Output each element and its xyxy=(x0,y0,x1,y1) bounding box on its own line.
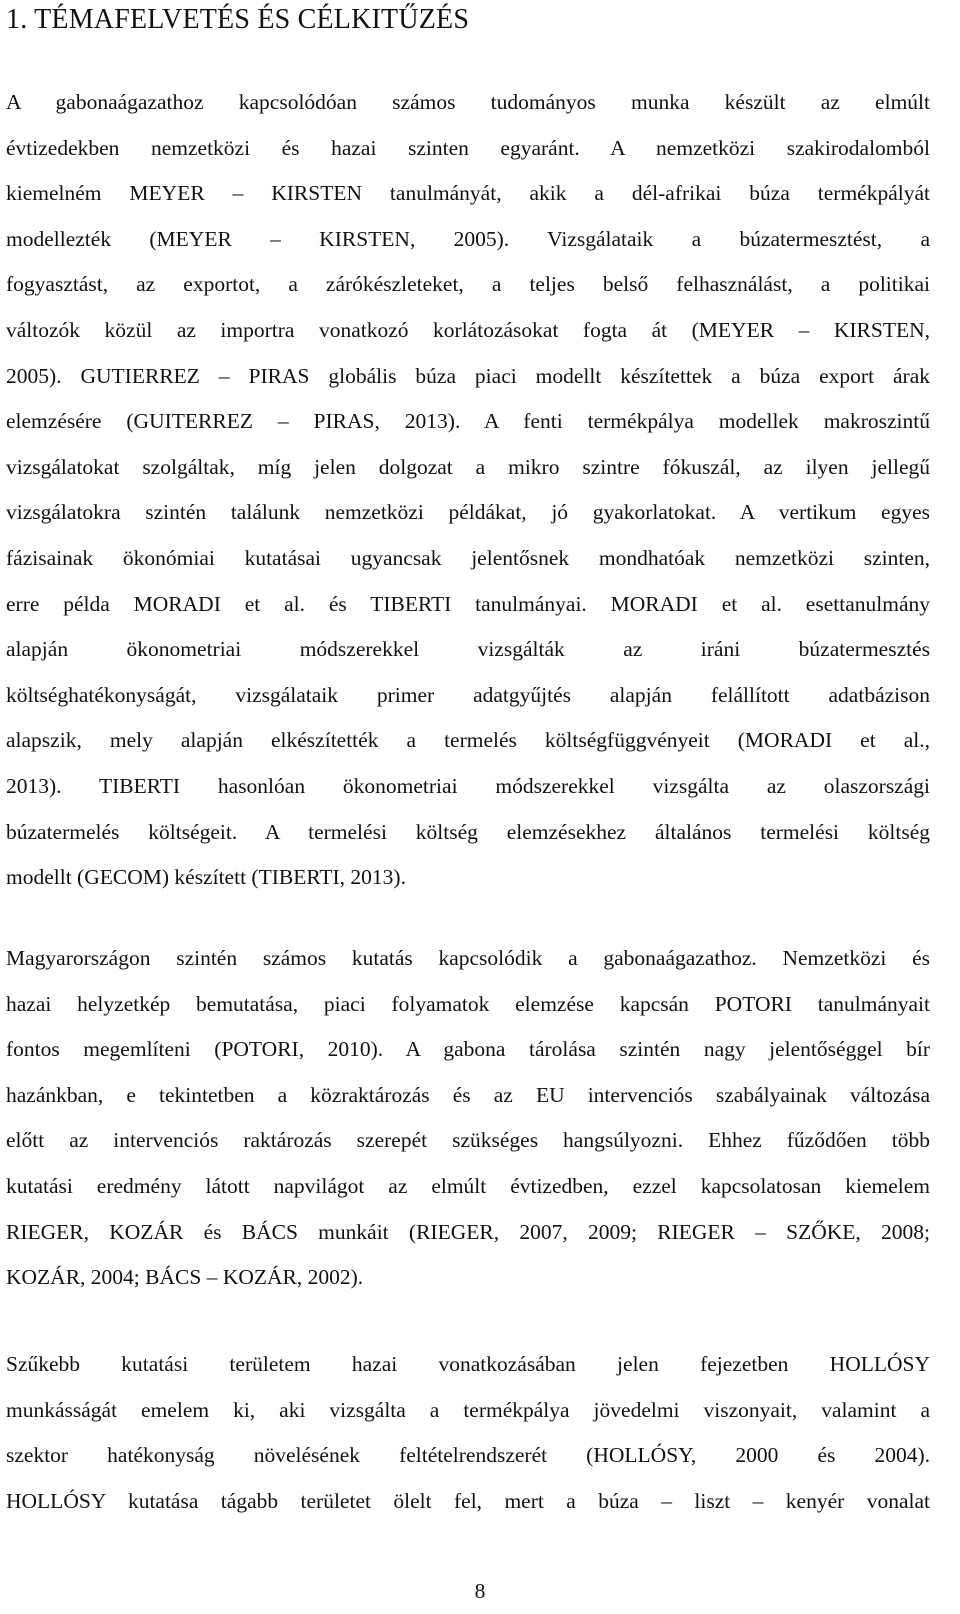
text-line: fázisainak ökonómiai kutatásai ugyancsak jelentősnek mondhatóak nemzetközi szinten, xyxy=(6,545,930,570)
text-line: Magyarországon szintén számos kutatás kapcsolódik a gabonaágazathoz. Nemzetközi és xyxy=(6,946,930,970)
text-line: változók közül az importra vonatkozó korlátozásokat fogta át (MEYER – KIRSTEN, xyxy=(6,317,930,342)
text-line: HOLLÓSY kutatása tágabb területet ölelt fel, mert a búza – liszt – kenyér vonalat xyxy=(6,1488,930,1513)
text-line: kutatási eredmény látott napvilágot az elmúlt évtizedben, ezzel kapcsolatosan kiemelem xyxy=(6,1173,930,1198)
text-line: hazánkban, e tekintetben a közraktározás és az EU intervenciós szabályainak változása xyxy=(6,1082,930,1107)
text-line: KOZÁR, 2004; BÁCS – KOZÁR, 2002). xyxy=(6,1265,364,1290)
section-heading: 1. TÉMAFELVETÉS ÉS CÉLKITŰZÉS xyxy=(6,4,470,35)
paragraph-narrow-research-area xyxy=(6,1342,930,1524)
text-line: 2013). TIBERTI hasonlóan ökonometriai módszerekkel vizsgálta az olaszországi xyxy=(6,773,930,798)
text-line: munkásságát emelem ki, aki vizsgálta a termékpálya jövedelmi viszonyait, valamint a xyxy=(6,1397,930,1422)
text-line: költséghatékonyságát, vizsgálataik primer adatgyűjtés alapján felállított adatbázison xyxy=(6,682,930,707)
text-line: erre példa MORADI et al. és TIBERTI tanulmányai. MORADI et al. esettanulmány xyxy=(6,591,930,616)
text-line: fogyasztást, az exportot, a zárókészleteket, a teljes belső felhasználást, a politikai xyxy=(6,272,930,297)
text-line: szektor hatékonyság növelésének feltételrendszerét (HOLLÓSY, 2000 és 2004). xyxy=(6,1443,930,1468)
text-line: fontos megemlíteni (POTORI, 2010). A gabona tárolása szintén nagy jelentőséggel bír xyxy=(6,1037,930,1062)
page-number: 8 xyxy=(474,1579,486,1603)
text-line: vizsgálatokat szolgáltak, míg jelen dolgozat a mikro szintre fókuszál, az ilyen jellegű xyxy=(6,454,930,479)
text-line: alapszik, mely alapján elkészítették a termelés költségfüggvényeit (MORADI et al., xyxy=(6,728,930,753)
text-line: modellezték (MEYER – KIRSTEN, 2005). Vizsgálataik a búzatermesztést, a xyxy=(6,226,930,251)
text-line: modellt (GECOM) készített (TIBERTI, 2013). xyxy=(6,865,406,890)
text-line: alapján ökonometriai módszerekkel vizsgálták az iráni búzatermesztés xyxy=(6,637,930,662)
text-line: búzatermelés költségeit. A termelési költség elemzésekhez általános termelési költség xyxy=(6,819,930,844)
text-line: RIEGER, KOZÁR és BÁCS munkáit (RIEGER, 2007, 2009; RIEGER – SZŐKE, 2008; xyxy=(6,1219,930,1244)
text-line: elemzésére (GUITERREZ – PIRAS, 2013). A fenti termékpálya modellek makroszintű xyxy=(6,409,930,434)
text-line: 2005). GUTIERREZ – PIRAS globális búza piaci modellt készítettek a búza export árak xyxy=(6,363,930,388)
text-line: évtizedekben nemzetközi és hazai szinten egyaránt. A nemzetközi szakirodalomból xyxy=(6,135,930,160)
text-line: kiemelném MEYER – KIRSTEN tanulmányát, akik a dél-afrikai búza termékpályát xyxy=(6,181,930,206)
paragraph-international-literature xyxy=(6,80,930,901)
text-line: vizsgálatokra szintén találunk nemzetközi példákat, jó gyakorlatokat. A vertikum egyes xyxy=(6,500,930,525)
text-line: előtt az intervenciós raktározás szerepét szükséges hangsúlyozni. Ehhez fűződően több xyxy=(6,1128,930,1153)
text-line: hazai helyzetkép bemutatása, piaci folyamatok elemzése kapcsán POTORI tanulmányait xyxy=(6,991,930,1016)
paragraph-hungarian-research xyxy=(6,936,930,1301)
text-line: A gabonaágazathoz kapcsolódóan számos tudományos munka készült az elmúlt xyxy=(6,90,930,114)
text-line: Szűkebb kutatási területem hazai vonatkozásában jelen fejezetben HOLLÓSY xyxy=(6,1352,930,1376)
